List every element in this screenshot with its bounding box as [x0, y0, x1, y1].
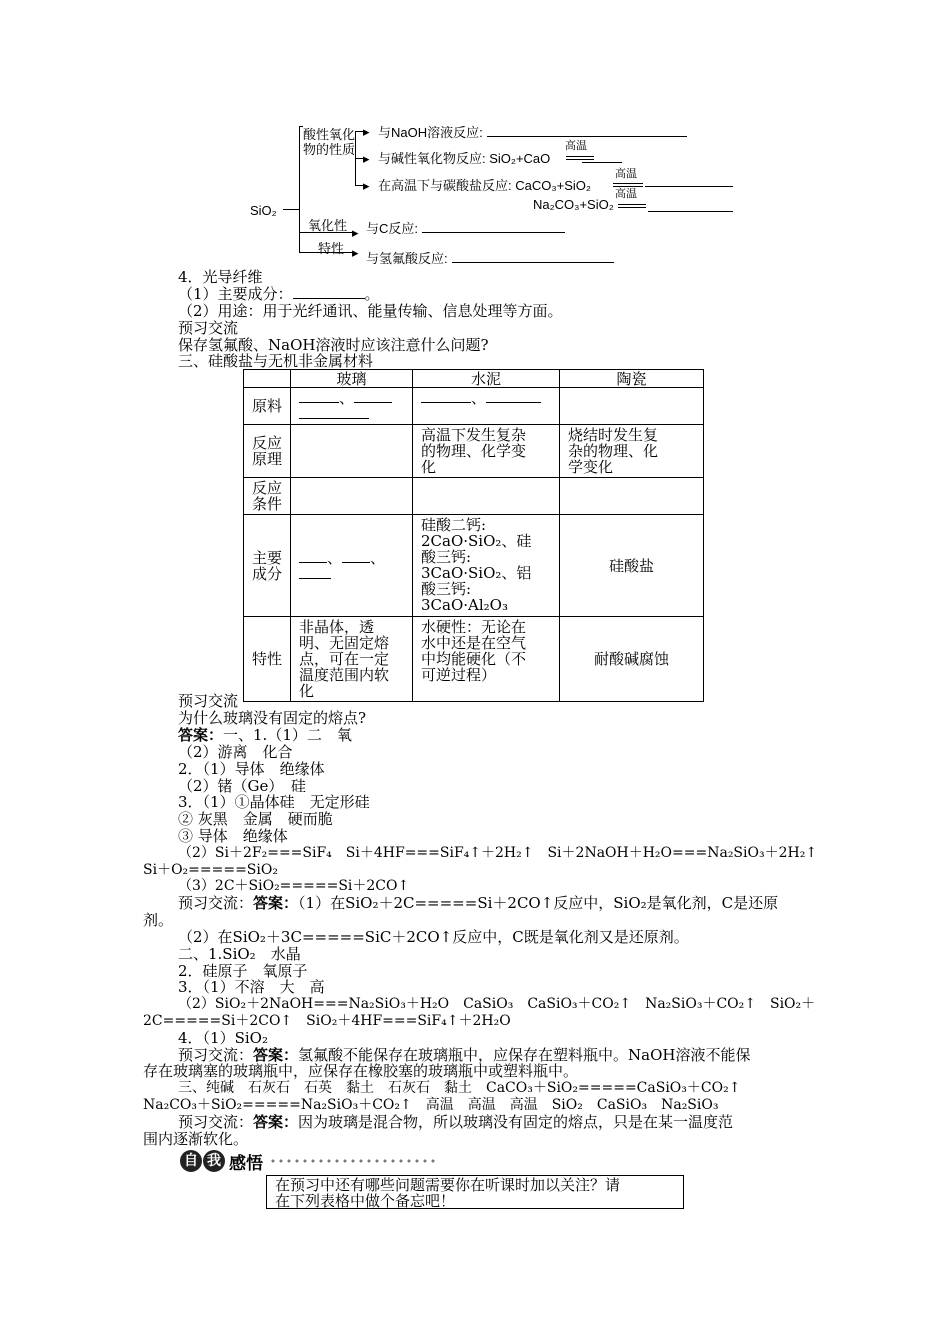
- arrow-icon: ▸: [363, 124, 370, 139]
- group3-label: 特性: [318, 241, 345, 256]
- answer-line: 存在玻璃塞的玻璃瓶中，应保存在橡胶塞的玻璃瓶中或塑料瓶中。: [143, 1062, 579, 1080]
- condition-high-temp: 高温: [565, 140, 587, 152]
- row-label: 原料: [244, 388, 291, 425]
- row-label: 特性: [244, 617, 291, 702]
- answer-line: 三、纯碱 石灰石 石英 黏土 石灰石 黏土 CaCO₃＋SiO₂=====CaSiO₃＋CO₂↑: [178, 1080, 741, 1096]
- answer-line: 4．（1）SiO₂: [178, 1029, 268, 1047]
- arrow-icon: ▸: [363, 178, 370, 193]
- branch-naoh: 与NaOH溶液反应:: [378, 124, 687, 141]
- self-reflection-banner: [180, 1150, 439, 1172]
- banner-char: 自: [180, 1150, 202, 1172]
- ceramic-composition: 硅酸盐: [560, 515, 704, 617]
- answer-line: 3．（1）①晶体硅 无定形硅: [178, 793, 370, 811]
- answer-line: ② 灰黑 金属 硬而脆: [178, 810, 333, 828]
- materials-table: [243, 369, 704, 702]
- branch-carbon: 与C反应:: [366, 220, 565, 237]
- banner-title: 感悟: [229, 1153, 263, 1174]
- answer-line: 预习交流：答案：（1）在SiO₂＋2C=====Si＋2CO↑反应中，SiO₂是氧化剂，C是还原: [178, 894, 779, 912]
- cement-property: 水硬性：无论在 水中还是在空气 中均能硬化（不 可逆过程）: [413, 617, 560, 702]
- ceramic-principle: 烧结时发生复 杂的物理、化 学变化: [560, 425, 704, 478]
- row-label: 反应 原理: [244, 425, 291, 478]
- answer-line: 预习交流：答案：因为玻璃是混合物，所以玻璃没有固定的熔点，只是在某一温度范: [178, 1113, 734, 1131]
- preview-heading: 预习交流: [178, 319, 239, 337]
- ceramic-property: 耐酸碱腐蚀: [560, 617, 704, 702]
- glass-property: 非晶体，透 明、无固定熔 点，可在一定 温度范围内软 化: [291, 617, 413, 702]
- arrow-icon: ▸: [352, 225, 359, 240]
- answer-line: （2）SiO₂＋2NaOH===Na₂SiO₃＋H₂O CaSiO₃ CaSiO₃＋CO₂↑ Na₂SiO₃＋CO₂↑ SiO₂＋: [178, 996, 816, 1012]
- branch-basic-oxide: 与碱性氧化物反应: SiO₂+CaO: [378, 150, 622, 167]
- answer-line: 3．（1）不溶 大 高: [178, 978, 325, 996]
- answer-line: （2）游离 化合: [178, 743, 293, 761]
- banner-char: 我: [203, 1150, 225, 1172]
- answer-line: Si＋O₂=====SiO₂: [143, 862, 278, 878]
- sec4-usage: （2）用途：用于光纤通讯、能量传输、信息处理等方面。: [178, 302, 563, 320]
- sec4-title: 4．光导纤维: [178, 268, 263, 286]
- branch-carbonate-2: Na₂CO₃+SiO₂: [533, 197, 614, 212]
- answer-line: （2）锗（Ge） 硅: [178, 777, 306, 795]
- answer-line: ③ 导体 绝缘体: [178, 827, 288, 845]
- cement-composition: 硅酸二钙: 2CaO·SiO₂、硅 酸三钙: 3CaO·SiO₂、铝 酸三钙: 3CaO·Al₂O₃: [413, 515, 560, 617]
- branch-carbonate: 在高温下与碳酸盐反应: CaCO₃+SiO₂: [378, 178, 591, 193]
- answer-line: 预习交流：答案：氢氟酸不能保存在玻璃瓶中，应保存在塑料瓶中。NaOH溶液不能保: [178, 1046, 751, 1064]
- section3-title: 三、硅酸盐与无机非金属材料: [178, 352, 374, 370]
- arrow-icon: ▸: [352, 245, 359, 260]
- answer-line: （2）在SiO₂＋3C=====SiC＋2CO↑反应中，C既是氧化剂又是还原剂。: [178, 928, 689, 946]
- preview-question: 保存氢氟酸、NaOH溶液时应该注意什么问题?: [178, 336, 489, 354]
- dots-divider: [269, 1157, 439, 1165]
- answer-line: （2）Si＋2F₂===SiF₄ Si＋4HF===SiF₄↑＋2H₂↑ Si＋2NaOH＋H₂O===Na₂SiO₃＋2H₂↑: [178, 845, 818, 861]
- answer-line: 2C=====Si＋2CO↑ SiO₂＋4HF===SiF₄↑＋2H₂O: [143, 1013, 511, 1029]
- glass-composition: 、 、: [291, 515, 413, 617]
- table-header-empty: [244, 370, 291, 388]
- cement-principle: 高温下发生复杂 的物理、化学变 化: [413, 425, 560, 478]
- cement-raw: 、: [413, 388, 560, 425]
- row-label: 反应 条件: [244, 478, 291, 515]
- answer-line: （3）2C＋SiO₂=====Si＋2CO↑: [178, 878, 410, 894]
- answer-line: 围内逐渐软化。: [143, 1130, 249, 1148]
- preview-question-2: 为什么玻璃没有固定的熔点?: [178, 709, 367, 727]
- answer-line: Na₂CO₃＋SiO₂=====Na₂SiO₃＋CO₂↑ 高温 高温 高温 SiO₂ CaSiO₃ Na₂SiO₃: [143, 1097, 719, 1113]
- memo-box: 在预习中还有哪些问题需要你在听课时加以关注？请 在下列表格中做个备忘吧！: [266, 1175, 684, 1209]
- answer-line: 2．（1）导体 绝缘体: [178, 760, 325, 778]
- table-header: 陶瓷: [560, 370, 704, 388]
- row-label: 主要 成分: [244, 515, 291, 617]
- branch-hf: 与氢氟酸反应:: [366, 250, 614, 267]
- table-header: 玻璃: [291, 370, 413, 388]
- answer-line: 2．硅原子 氧原子: [178, 962, 308, 980]
- arrow-icon: ▸: [363, 151, 370, 166]
- diagram-root: SiO₂: [250, 203, 277, 218]
- answer-line: 二、1.SiO₂ 水晶: [178, 945, 301, 963]
- group1-label: 酸性氧化 物的性质: [303, 127, 356, 157]
- group2-label: 氧化性: [308, 218, 348, 233]
- sec4-component: （1）主要成分： 。: [178, 285, 380, 303]
- answer-line: 剂。: [143, 911, 174, 929]
- answer-line: 答案：一、1.（1）二 氧: [178, 726, 352, 744]
- table-header: 水泥: [413, 370, 560, 388]
- glass-raw: 、: [291, 388, 413, 425]
- preview-heading-2: 预习交流: [178, 692, 239, 710]
